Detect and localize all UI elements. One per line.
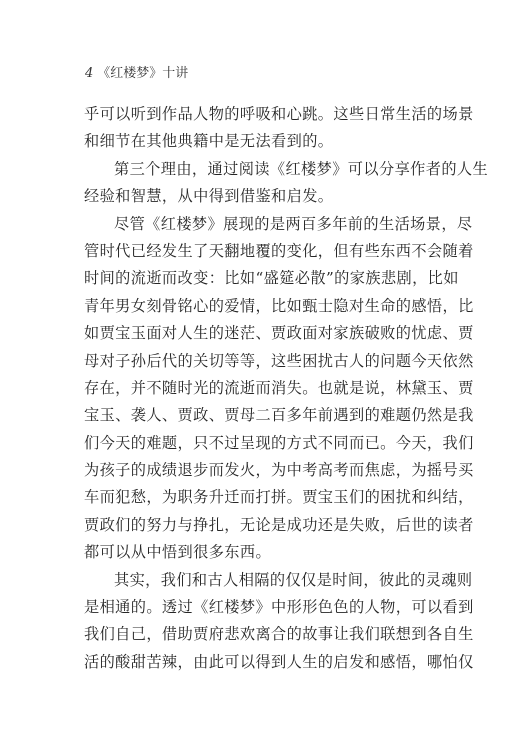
text-line: 活的酸甜苦辣，由此可以得到人生的启发和感悟，哪怕仅: [84, 652, 474, 671]
text-line: 尽管《红楼梦》展现的是两百多年前的生活场景，尽: [114, 214, 473, 233]
text-line: 都可以从中悟到很多东西。: [84, 543, 272, 562]
text-line: 其实，我们和古人相隔的仅仅是时间，彼此的灵魂则: [114, 570, 473, 589]
running-header: [85, 62, 188, 81]
text-line: 宝玉、袭人、贾政、贾母二百多年前遇到的难题仍然是我: [84, 406, 474, 425]
text-line: 是相通的。透过《红楼梦》中形形色色的人物，可以看到: [84, 598, 474, 617]
text-line: 青年男女刻骨铭心的爱情，比如甄士隐对生命的感悟，比: [84, 296, 474, 315]
book-title: 《红楼梦》十讲: [97, 66, 189, 81]
text-line: 如贾宝玉面对人生的迷茫、贾政面对家族破败的忧虑、贾: [84, 324, 474, 343]
text-line: 为孩子的成绩退步而发火，为中考高考而焦虑，为摇号买: [84, 461, 474, 480]
body-text: [84, 101, 489, 676]
text-line: 存在，并不随时光的流逝而消失。也就是说，林黛玉、贾: [84, 378, 474, 397]
text-line: 乎可以听到作品人物的呼吸和心跳。这些日常生活的场景: [84, 105, 474, 123]
text-line: 贾政们的努力与挣扎，无论是成功还是失败，后世的读者: [84, 515, 474, 534]
text-line: 第三个理由，通过阅读《红楼梦》可以分享作者的人生: [114, 159, 489, 178]
text-line: 和细节在其他典籍中是无法看到的。: [84, 132, 334, 151]
text-line: 母对子孙后代的关切等等，这些困扰古人的问题今天依然: [84, 351, 474, 370]
text-line: 我们自己，借助贾府悲欢离合的故事让我们联想到各自生: [84, 625, 474, 644]
text-line: 车而犯愁，为职务升迁而打拼。贾宝玉们的困扰和纠结，: [84, 488, 474, 507]
page-number: 4: [85, 66, 94, 81]
text-line: 们今天的难题，只不过呈现的方式不同而已。今天，我们: [84, 433, 474, 452]
text-line: 管时代已经发生了天翻地覆的变化，但有些东西不会随着: [84, 241, 474, 260]
text-line: 经验和智慧，从中得到借鉴和启发。: [84, 187, 334, 206]
text-line: 时间的流逝而改变：比如“盛筵必散”的家族悲剧，比如: [84, 269, 459, 288]
